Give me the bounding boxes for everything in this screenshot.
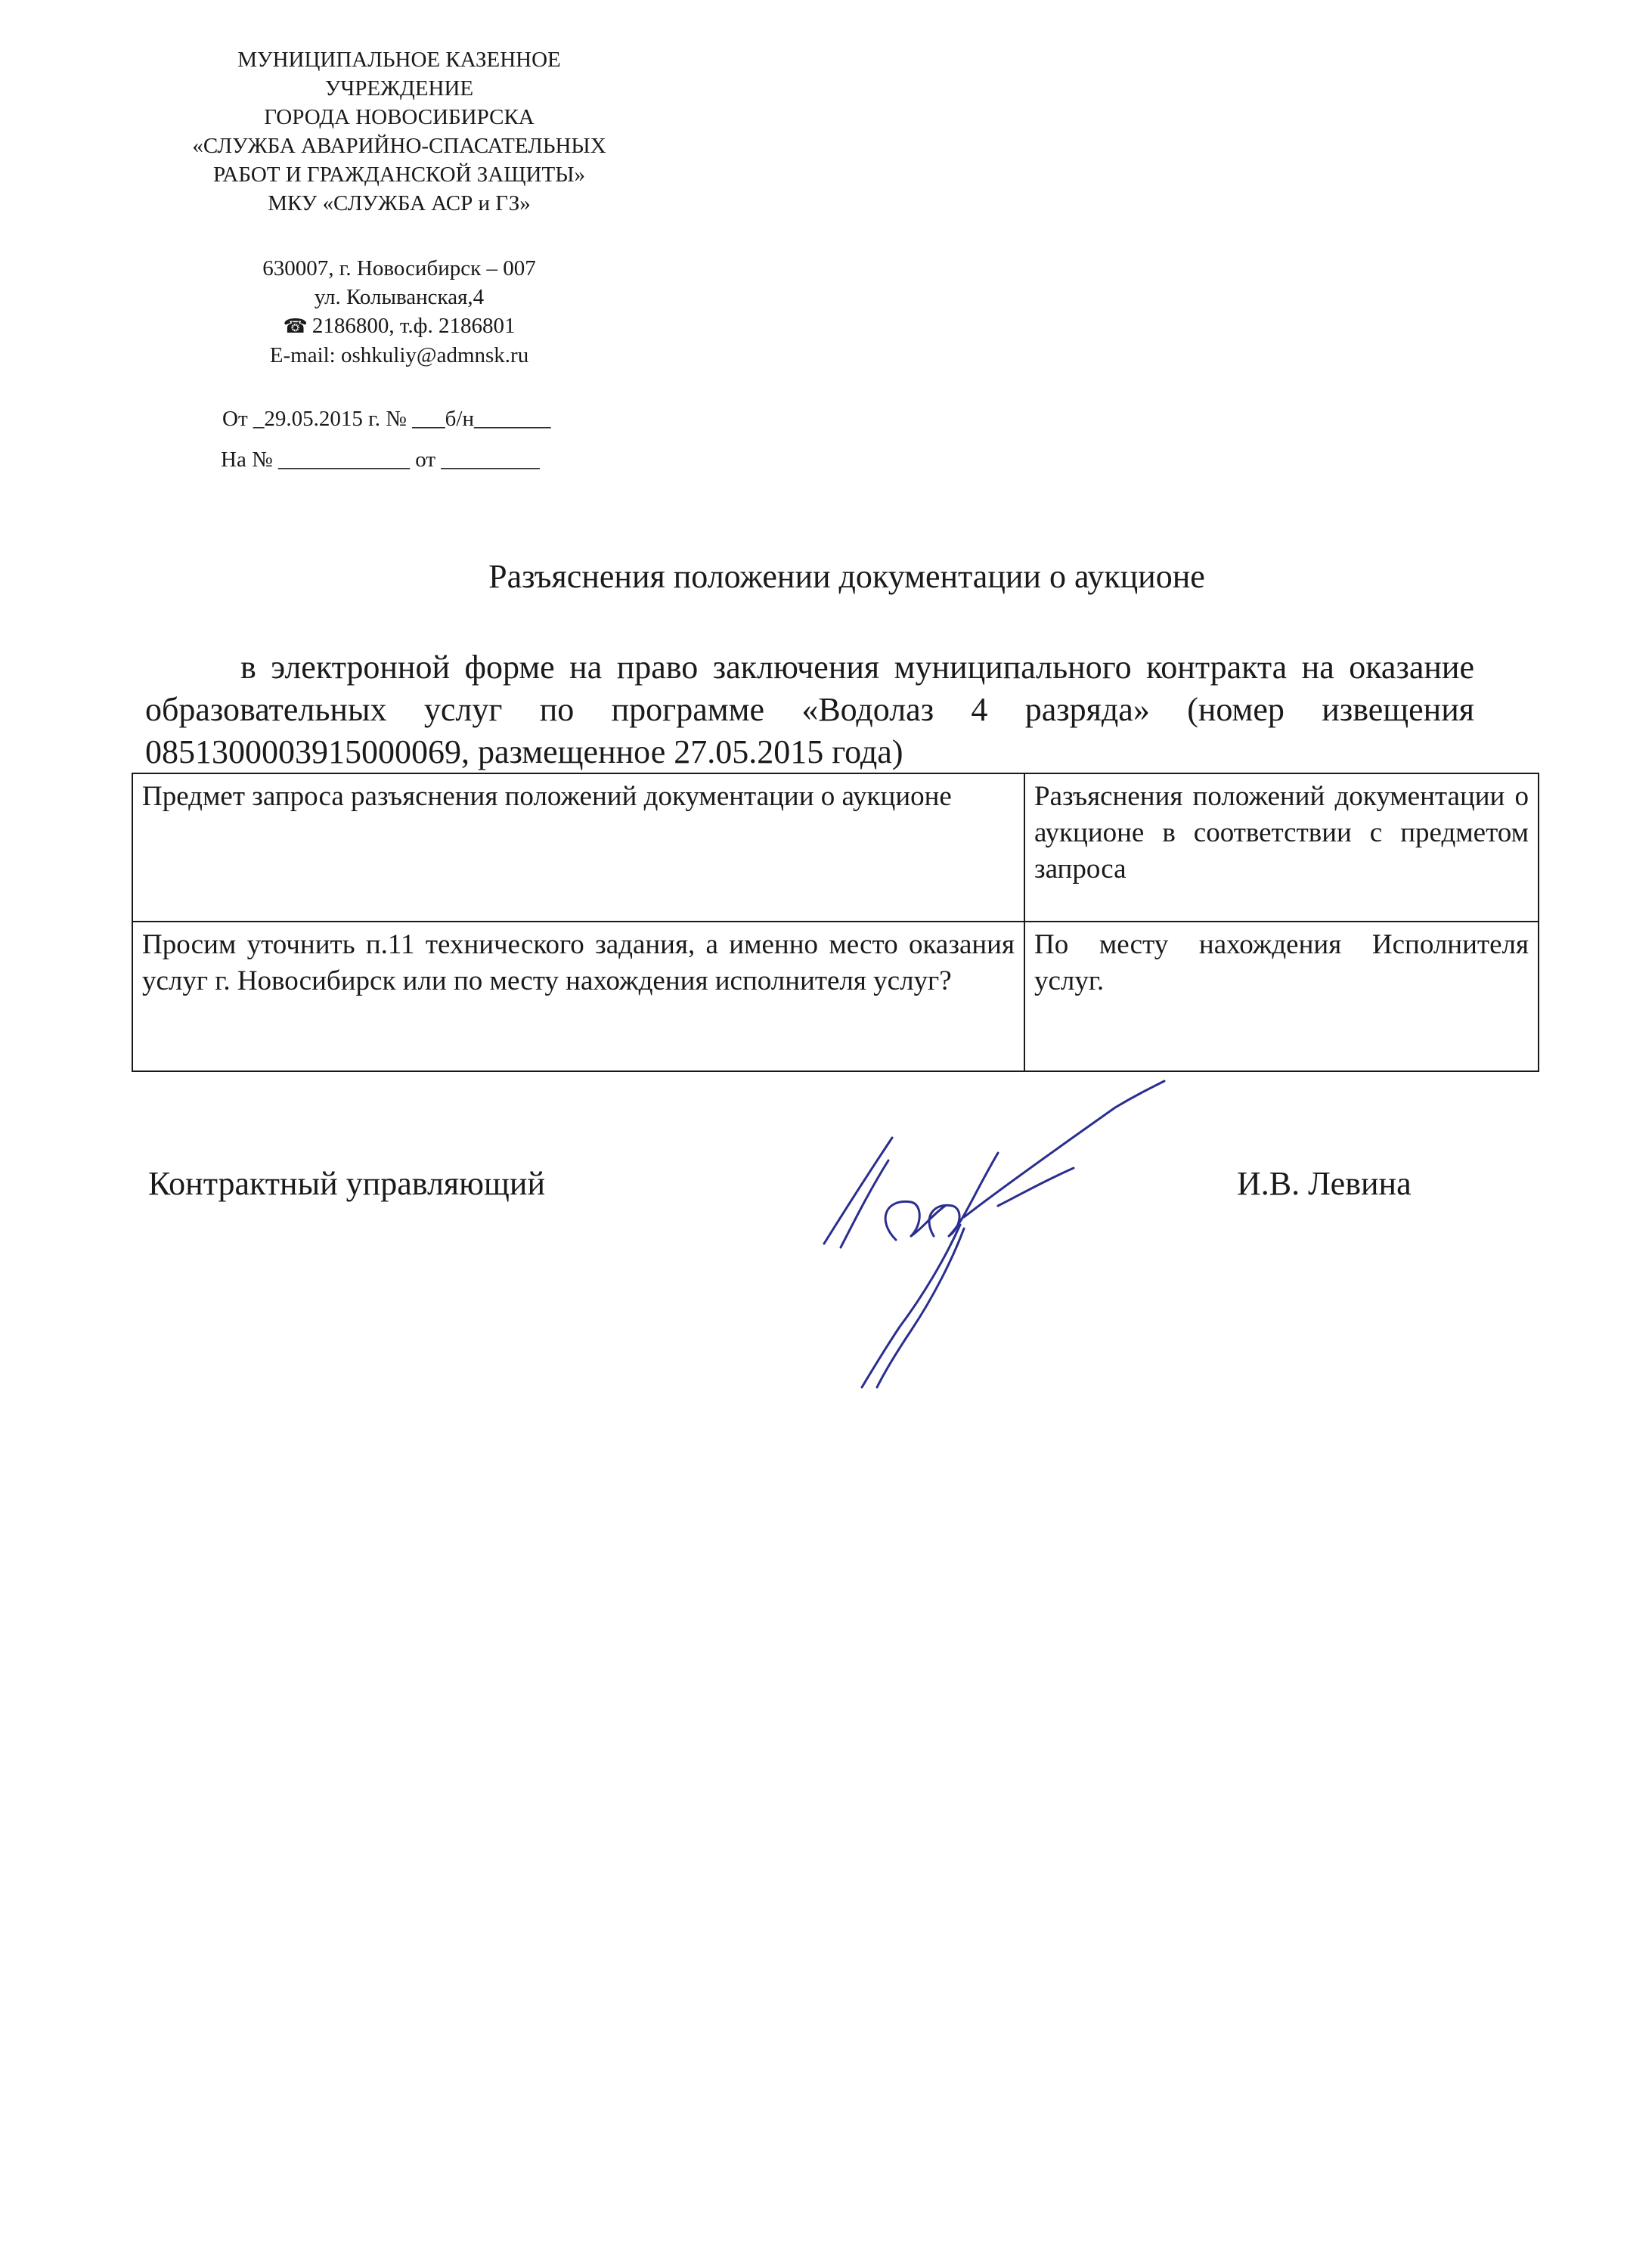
phone-icon: ☎	[283, 315, 308, 337]
signer-name: И.В. Левина	[1237, 1165, 1412, 1202]
document-title: Разъяснения положении документации о аукционе	[488, 558, 1205, 595]
handwritten-signature	[771, 1055, 1195, 1395]
header-answer-cell: Разъяснения положений документации о аукционе в соответствии с предметом запроса	[1024, 773, 1539, 922]
org-name-line: «СЛУЖБА АВАРИЙНО-СПАСАТЕЛЬНЫХ	[192, 134, 606, 158]
org-name-line: МУНИЦИПАЛЬНОЕ КАЗЕННОЕ	[237, 48, 561, 72]
header-question-cell: Предмет запроса разъяснения положений документации о аукционе	[132, 773, 1024, 922]
org-short-name: МКУ «СЛУЖБА АСР и ГЗ»	[268, 191, 531, 215]
clarification-table	[132, 773, 1539, 1072]
answer-cell: По месту нахождения Исполнителя услуг.	[1024, 922, 1539, 1071]
incoming-reference: На № ____________ от _________	[221, 448, 540, 472]
address-street: ул. Колыванская,4	[314, 285, 485, 309]
address-city: 630007, г. Новосибирск – 007	[262, 256, 536, 280]
email: E-mail: oshkuliy@admnsk.ru	[269, 343, 529, 367]
organization-header	[172, 45, 626, 218]
phone-line	[172, 311, 626, 341]
phone-number: 2186800, т.ф. 2186801	[311, 314, 516, 338]
question-cell: Просим уточнить п.11 технического задания, а именно место оказания услуг г. Новосибирск или по месту нахождения исполнителя услуг?	[132, 922, 1024, 1071]
org-name-line: УЧРЕЖДЕНИЕ	[324, 76, 474, 101]
org-name-line: ГОРОДА НОВОСИБИРСКА	[264, 105, 535, 129]
outgoing-reference: От _29.05.2015 г. № ___б/н_______	[222, 407, 551, 431]
organization-address	[172, 254, 626, 370]
signer-role: Контрактный управляющий	[148, 1165, 545, 1202]
intro-paragraph: в электронной форме на право заключения муниципального контракта на оказание образовательных услуг по программе «Водолаз 4 разряда» (номер извещения 0851300003915000069, размещенное 27.05.2015 года)	[145, 649, 1474, 770]
table-row	[132, 922, 1539, 1071]
org-name-line: РАБОТ И ГРАЖДАНСКОЙ ЗАЩИТЫ»	[213, 163, 585, 187]
table-header-row	[132, 773, 1539, 922]
